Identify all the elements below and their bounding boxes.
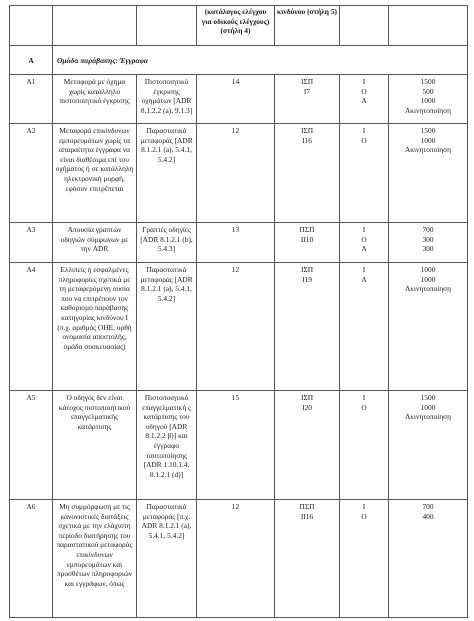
row-penalty-line: 1500 <box>420 126 436 135</box>
row-code: A6 <box>10 500 53 618</box>
row-risk-line: Ι19 <box>302 274 312 284</box>
row-code: A1 <box>10 75 53 124</box>
row-ref-cell <box>137 223 197 263</box>
row-item: 14 <box>197 75 275 124</box>
row-penalty-line: 300 <box>422 244 434 254</box>
row-category-line: I <box>362 225 366 234</box>
row-item: 12 <box>197 500 275 618</box>
header-cell-pen <box>389 6 468 46</box>
row-item: 12 <box>197 263 275 391</box>
row-category <box>340 263 389 391</box>
row-category <box>340 124 389 223</box>
row-penalty-line: 400 <box>422 511 434 521</box>
row-category <box>340 391 389 500</box>
row-penalty-line: 1000 <box>420 402 436 412</box>
row-risk-line: Ι7 <box>303 86 311 96</box>
row-risk-line: ΙΣΠ <box>300 393 314 402</box>
header-cell-item <box>197 6 275 46</box>
row-penalty-line: Ακινητοποίηση <box>404 145 452 155</box>
row-desc-cell <box>53 263 137 391</box>
row-reference: Παραστατικά μεταφοράς [ADR 8.1.2.1 (a), 5.4.1, 5.4.2] <box>140 265 193 303</box>
row-risk <box>275 75 340 124</box>
row-category-line: O <box>361 135 367 145</box>
row-risk-line: ΙΙ16 <box>300 511 314 521</box>
table-body <box>10 75 468 618</box>
row-code: A3 <box>10 223 53 263</box>
row-category-line: I <box>362 126 366 135</box>
row-risk-line: Ι20 <box>302 402 312 412</box>
row-penalty-line: 500 <box>422 86 434 96</box>
row-category-line: I <box>362 265 366 274</box>
table-row <box>10 391 468 500</box>
row-penalty-line: 700 <box>422 225 434 234</box>
row-category-line: I <box>362 77 366 86</box>
row-category-line: A <box>361 274 367 284</box>
header-cell-desc <box>53 6 137 46</box>
row-desc-cell <box>53 124 137 223</box>
row-penalty-line: Ακινητοποίηση <box>404 412 452 422</box>
row-desc-cell <box>53 75 137 124</box>
group-code: A <box>10 46 53 75</box>
row-penalty <box>389 391 468 500</box>
header-cell-cat <box>340 6 389 46</box>
header-cell-code <box>10 6 53 46</box>
row-risk <box>275 124 340 223</box>
row-risk-line: ΙΣΠ <box>300 265 314 274</box>
row-penalty-line: 300 <box>422 234 434 244</box>
row-penalty-line: 1000 <box>420 135 436 145</box>
row-code: A2 <box>10 124 53 223</box>
row-category <box>340 500 389 618</box>
row-ref-cell <box>137 391 197 500</box>
table-row <box>10 223 468 263</box>
row-penalty-line: 700 <box>422 502 434 511</box>
row-risk <box>275 391 340 500</box>
header-col5: κινδύνου (στήλη 5) <box>277 7 337 16</box>
row-category-line: O <box>361 86 367 96</box>
row-category <box>340 75 389 124</box>
row-category-line: I <box>362 393 366 402</box>
row-ref-cell <box>137 500 197 618</box>
row-item: 13 <box>197 223 275 263</box>
table-row <box>10 263 468 391</box>
row-penalty <box>389 75 468 124</box>
row-penalty <box>389 124 468 223</box>
row-ref-cell <box>137 263 197 391</box>
row-category <box>340 223 389 263</box>
header-col4: (κατάλογος ελέγχου για οδικούς ελέγχους) (στήλη 4) <box>201 7 270 36</box>
row-description: Ελλιπείς ή εσφαλμένες πληροφορίες σχετικά με τη μεταφερόμενη ουσία που να επιτρέπουν τον καθορισμό παράβασης κατηγορίας κινδύνου I (π.χ. αριθμός ΟΗΕ, ορθή ονομασία αποστολής, ομάδα συσκευασίας) <box>57 265 132 351</box>
row-risk <box>275 263 340 391</box>
row-code: A4 <box>10 263 53 391</box>
row-item: 12 <box>197 124 275 223</box>
row-penalty-line: Ακινητοποίηση <box>404 105 452 115</box>
row-category-line: O <box>361 234 367 244</box>
table-row <box>10 75 468 124</box>
row-reference: Πιστοποιητικό έγκρισης οχημάτων [ADR 8.1.2.2 (a), 9.1.3] <box>140 77 193 115</box>
row-penalty <box>389 263 468 391</box>
row-risk-line: ΙΣΠ <box>300 77 314 86</box>
row-description: Ο οδηγός δεν είναι κάτοχος πιστοποιητικού επαγγελματικής κατάρτισης <box>58 393 131 431</box>
header-cell-ref <box>137 6 197 46</box>
header-row <box>10 6 468 46</box>
penalty-table <box>9 5 468 618</box>
row-reference: Παραστατικά μεταφοράς [π.χ. ADR 8.1.2.1 (a), 5.4.1, 5.4.2] <box>141 502 192 540</box>
row-category-line: A <box>361 96 367 106</box>
row-risk-line: ΠΣΠ <box>299 502 315 511</box>
row-penalty <box>389 500 468 618</box>
row-reference: Πιστοποιητικό επαγγελματική ς κατάρτισης του οδηγού [ADR 8.1.2.2 β)] και έγγραφο ταυτοποίησης [ADR 1.10.1.4, 8.1.2.1 (d)] <box>142 393 191 479</box>
row-code: A5 <box>10 391 53 500</box>
row-risk <box>275 223 340 263</box>
header-cell-risk <box>275 6 340 46</box>
row-ref-cell <box>137 75 197 124</box>
table-row <box>10 124 468 223</box>
row-item: 15 <box>197 391 275 500</box>
row-category-line: A <box>361 244 367 254</box>
row-description: Μη συμμόρφωση με τις κανονιστικές διατάξεις σχετικά με την ελάχιστη περίοδο διατήρησης του παραστατικού μεταφοράς επικίνδυνων εμπορευμάτων και προσθέτων πληροφοριών και εγγράφων, όπως <box>56 502 133 588</box>
row-penalty-line: 1000 <box>420 265 436 274</box>
row-risk-line: ΙΣΠ <box>300 126 314 135</box>
row-penalty-line: 1500 <box>420 393 436 402</box>
row-category-line: I <box>362 502 366 511</box>
row-description: Απουσία γραπτών οδηγιών σύμφωνων με την ADR <box>60 225 129 254</box>
row-reference: Γραπτές οδηγίες [ADR 8.1.2.1 (b), 5.4.3] <box>140 225 193 254</box>
row-description: Μεταφορά με όχημα χωρίς κατάλληλο πιστοποιητικό έγκρισης <box>59 77 130 106</box>
row-risk <box>275 500 340 618</box>
row-desc-cell <box>53 391 137 500</box>
row-penalty-line: 1000 <box>420 274 436 284</box>
row-ref-cell <box>137 124 197 223</box>
row-penalty <box>389 223 468 263</box>
group-row <box>10 46 468 75</box>
row-desc-cell <box>53 223 137 263</box>
row-category-line: O <box>361 402 367 412</box>
row-risk-line: ΠΣΠ <box>299 225 315 234</box>
group-title: Ομάδα παράβασης: Έγγραφα <box>53 46 468 75</box>
row-penalty-line: 1000 <box>420 96 436 106</box>
row-risk-line: ΙΙ10 <box>300 234 314 244</box>
row-desc-cell <box>53 500 137 618</box>
row-category-line: O <box>361 511 367 521</box>
row-penalty-line: 1500 <box>420 77 436 86</box>
row-penalty-line: Ακινητοποίηση <box>404 284 452 294</box>
row-reference: Παραστατικά μεταφοράς [ADR 8.1.2.1 (a), 5.4.1, 5.4.2] <box>140 126 193 164</box>
table-row <box>10 500 468 618</box>
row-risk-line: Ι16 <box>302 135 312 145</box>
row-description: Μεταφορά επικίνδυνων εμπορευμάτων χωρίς τα απαραίτητα έγγραφα να είναι διαθέσιμα επί του οχήματος ή σε κατάλληλη ηλεκτρονική μορφή, εφόσον επιτρέπεται <box>55 126 134 193</box>
